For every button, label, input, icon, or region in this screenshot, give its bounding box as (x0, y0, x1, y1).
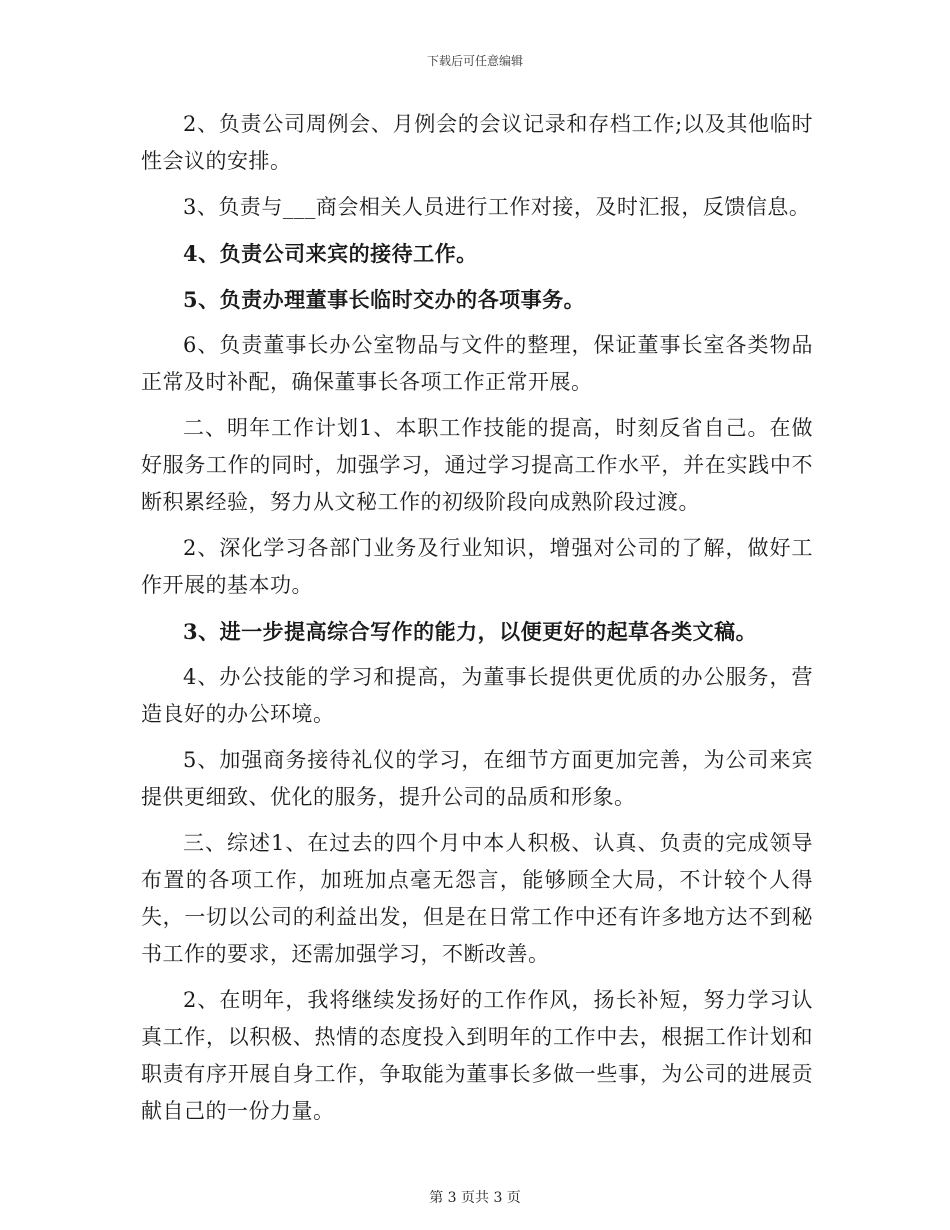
paragraph: 2、在明年，我将继续发扬好的工作作风，扬长补短，努力学习认真工作，以积极、热情的态度投入到明年的工作中去，根据工作计划和职责有序开展自身工作，争取能为董事长多做一些事，为公司的进展贡献自己的一份力量。 (141, 988, 813, 1123)
paragraph: 2、深化学习各部门业务及行业知识，增强对公司的了解，做好工作开展的基本功。 (141, 536, 813, 597)
paragraph: 二、明年工作计划1、本职工作技能的提高，时刻反省自己。在做好服务工作的同时，加强学习，通过学习提高工作水平，并在实践中不断积累经验，努力从文秘工作的初级阶段向成熟阶段过渡。 (141, 416, 813, 514)
page-footer: 第 3 页共 3 页 (429, 1190, 521, 1206)
paragraph: 3、进一步提高综合写作的能力，以便更好的起草各类文稿。 (183, 619, 758, 644)
document-body (141, 106, 813, 1139)
paragraph: 4、办公技能的学习和提高，为董事长提供更优质的办公服务，营造良好的办公环境。 (141, 665, 813, 726)
paragraph: 3、负责与___商会相关人员进行工作对接，及时汇报，反馈信息。 (183, 195, 811, 219)
paragraph: 5、负责办理董事长临时交办的各项事务。 (183, 287, 586, 312)
paragraph: 4、负责公司来宾的接待工作。 (183, 241, 478, 266)
page-header: 下载后可任意编辑 (426, 54, 523, 68)
paragraph: 2、负责公司周例会、月例会的会议记录和存档工作;以及其他临时性会议的安排。 (141, 112, 813, 173)
paragraph: 5、加强商务接待礼仪的学习，在细节方面更加完善，为公司来宾提供更细致、优化的服务，提升公司的品质和形象。 (141, 748, 813, 809)
paragraph: 6、负责董事长办公室物品与文件的整理，保证董事长室各类物品正常及时补配，确保董事长各项工作正常开展。 (141, 333, 813, 394)
paragraph: 三、综述1、在过去的四个月中本人积极、认真、负责的完成领导布置的各项工作，加班加点毫无怨言，能够顾全大局，不计较个人得失，一切以公司的利益出发，但是在日常工作中还有许多地方达不到秘书工作的要求，还需加强学习，不断改善。 (141, 831, 813, 966)
